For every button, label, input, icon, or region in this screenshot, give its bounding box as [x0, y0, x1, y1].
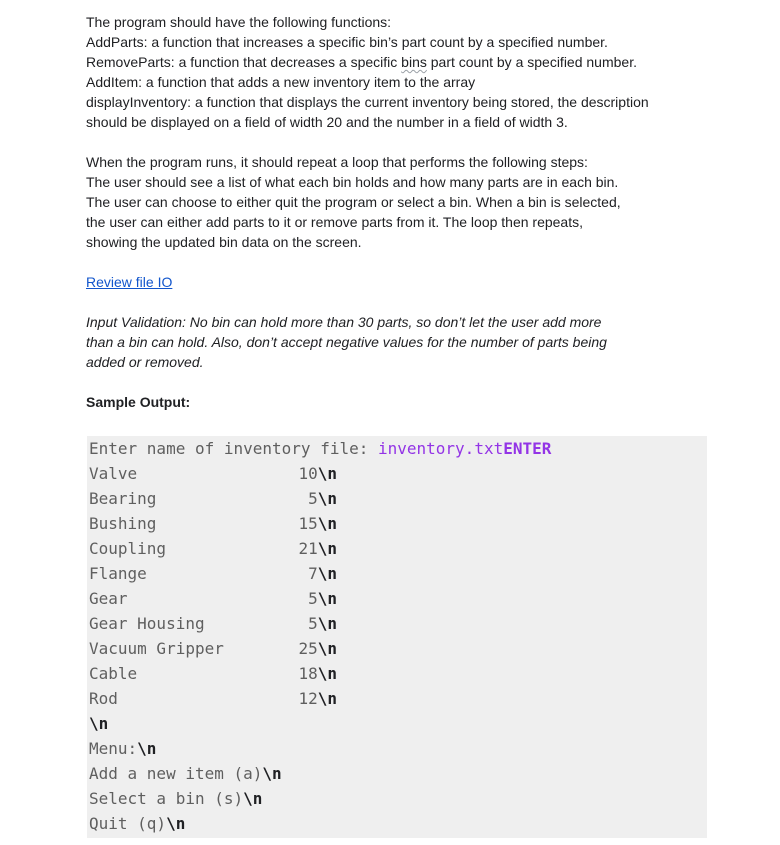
inventory-row [87, 461, 707, 486]
intro-line: should be displayed on a field of width 20 and the number in a field of width 3. [86, 114, 568, 130]
item-qty: 7\n [308, 564, 337, 583]
menu-item-line: Select a bin (s)\n [89, 789, 263, 808]
item-qty: 5\n [308, 489, 337, 508]
menu-item-line: Add a new item (a)\n [89, 764, 282, 783]
item-name: Coupling [89, 539, 167, 558]
inventory-row [87, 486, 707, 511]
blank-newline-line: \n [89, 714, 109, 733]
menu-title-line: Menu:\n [89, 739, 157, 758]
intro-line-end: part count by a specified number. [426, 54, 637, 70]
item-name: Valve [89, 464, 138, 483]
validation-line: than a bin can hold. Also, don’t accept negative values for the number of parts being [86, 334, 607, 350]
item-name: Gear [89, 589, 128, 608]
inventory-row [87, 611, 707, 636]
item-name: Bushing [89, 514, 157, 533]
file-prompt-line [87, 436, 707, 461]
sample-output-heading: Sample Output: [86, 394, 191, 410]
inventory-row [87, 661, 707, 686]
file-prompt: Enter name of inventory file: [89, 439, 378, 458]
intro-line: displayInventory: a function that displays the current inventory being stored, the description [86, 94, 649, 110]
item-name: Flange [89, 564, 147, 583]
inventory-row [87, 561, 707, 586]
intro-line: The program should have the following functions: [86, 14, 392, 30]
intro-line: AddParts: a function that increases a specific bin’s part count by a specified number. [86, 34, 608, 50]
item-qty: 12\n [298, 689, 337, 708]
sample-output-block [87, 436, 707, 838]
loop-line: showing the updated bin data on the screen. [86, 234, 362, 250]
inventory-row [87, 586, 707, 611]
inventory-row [87, 536, 707, 561]
item-qty: 21\n [298, 539, 337, 558]
item-qty: 25\n [298, 639, 337, 658]
loop-line: The user can choose to either quit the program or select a bin. When a bin is selected, [86, 194, 621, 210]
item-name: Cable [89, 664, 138, 683]
inventory-row [87, 511, 707, 536]
item-qty: 5\n [308, 614, 337, 633]
spellcheck-word[interactable]: bins [401, 54, 427, 70]
item-qty: 10\n [298, 464, 337, 483]
menu-item: Quit (q) [89, 814, 167, 833]
item-name: Vacuum Gripper [89, 639, 224, 658]
item-qty: 15\n [298, 514, 337, 533]
validation-line: Input Validation: No bin can hold more than 30 parts, so don’t let the user add more [86, 314, 602, 330]
menu-item-line: Quit (q)\n [89, 814, 186, 833]
review-file-io-link[interactable]: Review file IO [86, 274, 173, 290]
item-name: Gear Housing [89, 614, 205, 633]
intro-line [86, 52, 706, 72]
intro-line: AddItem: a function that adds a new inventory item to the array [86, 74, 476, 90]
validation-line: added or removed. [86, 354, 204, 370]
intro-line-start: RemoveParts: a function that decreases a specific [86, 54, 402, 70]
inventory-row [87, 636, 707, 661]
loop-line: When the program runs, it should repeat a loop that performs the following steps: [86, 154, 588, 170]
inventory-row [87, 686, 707, 711]
item-qty: 5\n [308, 589, 337, 608]
menu-title: Menu: [89, 739, 138, 758]
enter-key: ENTER [503, 439, 552, 458]
item-name: Bearing [89, 489, 157, 508]
item-name: Rod [89, 689, 118, 708]
loop-line: The user should see a list of what each bin holds and how many parts are in each bin. [86, 174, 619, 190]
loop-line: the user can either add parts to it or remove parts from it. The loop then repeats, [86, 214, 583, 230]
document-body [86, 12, 706, 412]
item-qty: 18\n [298, 664, 337, 683]
menu-item: Select a bin (s) [89, 789, 244, 808]
menu-item: Add a new item (a) [89, 764, 263, 783]
file-name: inventory.txt [377, 439, 504, 458]
